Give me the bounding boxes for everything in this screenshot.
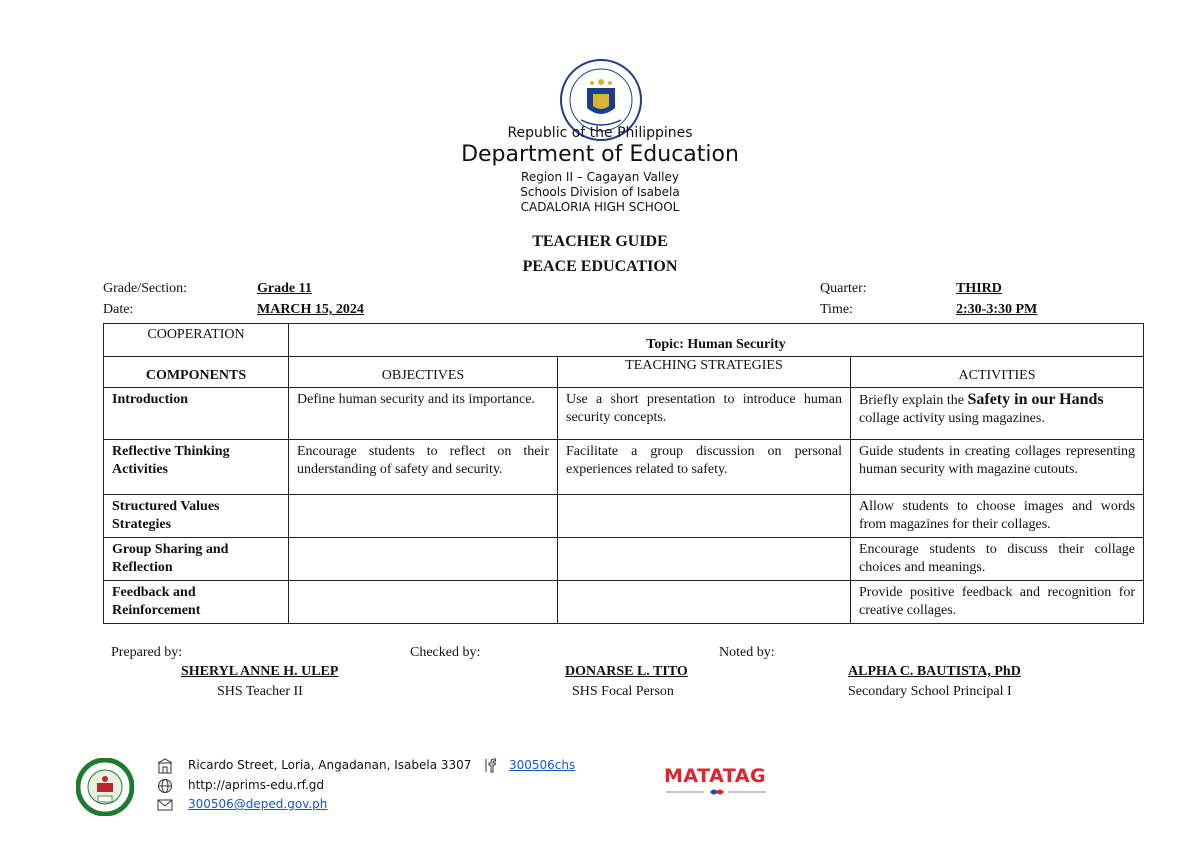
theme-cell — [104, 324, 289, 357]
matatag-wordmark: MATATAG — [664, 765, 767, 787]
school-email-link[interactable]: 300506@deped.gov.ph — [188, 797, 328, 811]
matatag-tagline-graphic — [664, 786, 768, 798]
table-row — [104, 495, 1144, 538]
lesson-table — [103, 323, 1144, 624]
activity-emphasis: Safety in our Hands — [967, 391, 1104, 408]
republic-heading: Republic of the Philippines — [507, 125, 693, 141]
table-row — [104, 538, 1144, 581]
header-objectives: OBJECTIVES — [289, 357, 558, 388]
strategy-cell — [558, 581, 851, 624]
quarter-label: Quarter: — [820, 281, 867, 296]
table-row — [104, 581, 1144, 624]
header-row — [104, 357, 1144, 388]
component-cell: Group Sharing and Reflection — [104, 538, 289, 581]
activity-text: collage activity using magazines. — [859, 411, 1045, 426]
strategy-cell: Facilitate a group discussion on personal experiences related to safety. — [558, 440, 851, 495]
objective-cell — [289, 581, 558, 624]
activity-text: Briefly explain the — [859, 393, 968, 408]
topic-text: Topic: Human Security — [646, 337, 786, 352]
table-row — [104, 388, 1144, 440]
activity-cell: Provide positive feedback and recognition for creative collages. — [851, 581, 1144, 624]
division-line: Schools Division of Isabela — [520, 185, 680, 199]
strategy-cell: Use a short presentation to introduce human security concepts. — [558, 388, 851, 440]
facebook-icon — [484, 757, 500, 773]
objective-cell: Define human security and its importance. — [289, 388, 558, 440]
mail-icon — [157, 797, 173, 813]
school-website[interactable]: http://aprims-edu.rf.gd — [188, 778, 325, 792]
prepared-name: SHERYL ANNE H. ULEP — [181, 664, 339, 679]
checked-name: DONARSE L. TITO — [565, 664, 688, 679]
table-row — [104, 440, 1144, 495]
theme-text: COOPERATION — [147, 327, 245, 342]
grade-label: Grade/Section: — [103, 281, 187, 296]
prepared-label: Prepared by: — [111, 645, 183, 660]
activity-cell: Encourage students to discuss their collage choices and meanings. — [851, 538, 1144, 581]
quarter-value: THIRD — [956, 281, 1002, 296]
header-components: COMPONENTS — [104, 357, 289, 388]
objective-cell — [289, 495, 558, 538]
header-strategies: TEACHING STRATEGIES — [558, 357, 851, 388]
date-value: MARCH 15, 2024 — [257, 302, 364, 317]
activity-cell: Allow students to choose images and words from magazines for their collages. — [851, 495, 1144, 538]
strategy-cell — [558, 538, 851, 581]
time-label: Time: — [820, 302, 853, 317]
activity-cell — [851, 388, 1144, 440]
topic-row — [104, 324, 1144, 357]
component-cell: Reflective Thinking Activities — [104, 440, 289, 495]
region-line: Region II – Cagayan Valley — [521, 170, 679, 184]
topic-cell — [289, 324, 1144, 357]
component-cell: Introduction — [104, 388, 289, 440]
component-cell: Feedback and Reinforcement — [104, 581, 289, 624]
noted-name: ALPHA C. BAUTISTA, PhD — [848, 664, 1021, 679]
component-cell: Structured Values Strategies — [104, 495, 289, 538]
objective-cell: Encourage students to reflect on their understanding of safety and security. — [289, 440, 558, 495]
facebook-link[interactable]: 300506chs — [509, 758, 576, 772]
matatag-logo — [664, 766, 768, 800]
prepared-title: SHS Teacher II — [217, 684, 303, 699]
objective-cell — [289, 538, 558, 581]
date-label: Date: — [103, 302, 134, 317]
school-line: CADALORIA HIGH SCHOOL — [520, 200, 680, 214]
time-value: 2:30-3:30 PM — [956, 302, 1038, 317]
activity-cell: Guide students in creating collages representing human security with magazine cutouts. — [851, 440, 1144, 495]
grade-value: Grade 11 — [257, 281, 312, 296]
globe-icon — [157, 778, 173, 794]
header-activities: ACTIVITIES — [851, 357, 1144, 388]
noted-label: Noted by: — [719, 645, 775, 660]
department-heading: Department of Education — [461, 142, 739, 167]
building-icon — [157, 758, 173, 774]
guide-title: TEACHER GUIDE — [532, 233, 668, 250]
checked-title: SHS Focal Person — [572, 684, 674, 699]
noted-title: Secondary School Principal I — [848, 684, 1012, 699]
school-address: Ricardo Street, Loria, Angadanan, Isabela 3307 — [188, 758, 472, 772]
checked-label: Checked by: — [410, 645, 481, 660]
strategy-cell — [558, 495, 851, 538]
school-logo — [76, 758, 134, 816]
subject-title: PEACE EDUCATION — [522, 258, 678, 275]
